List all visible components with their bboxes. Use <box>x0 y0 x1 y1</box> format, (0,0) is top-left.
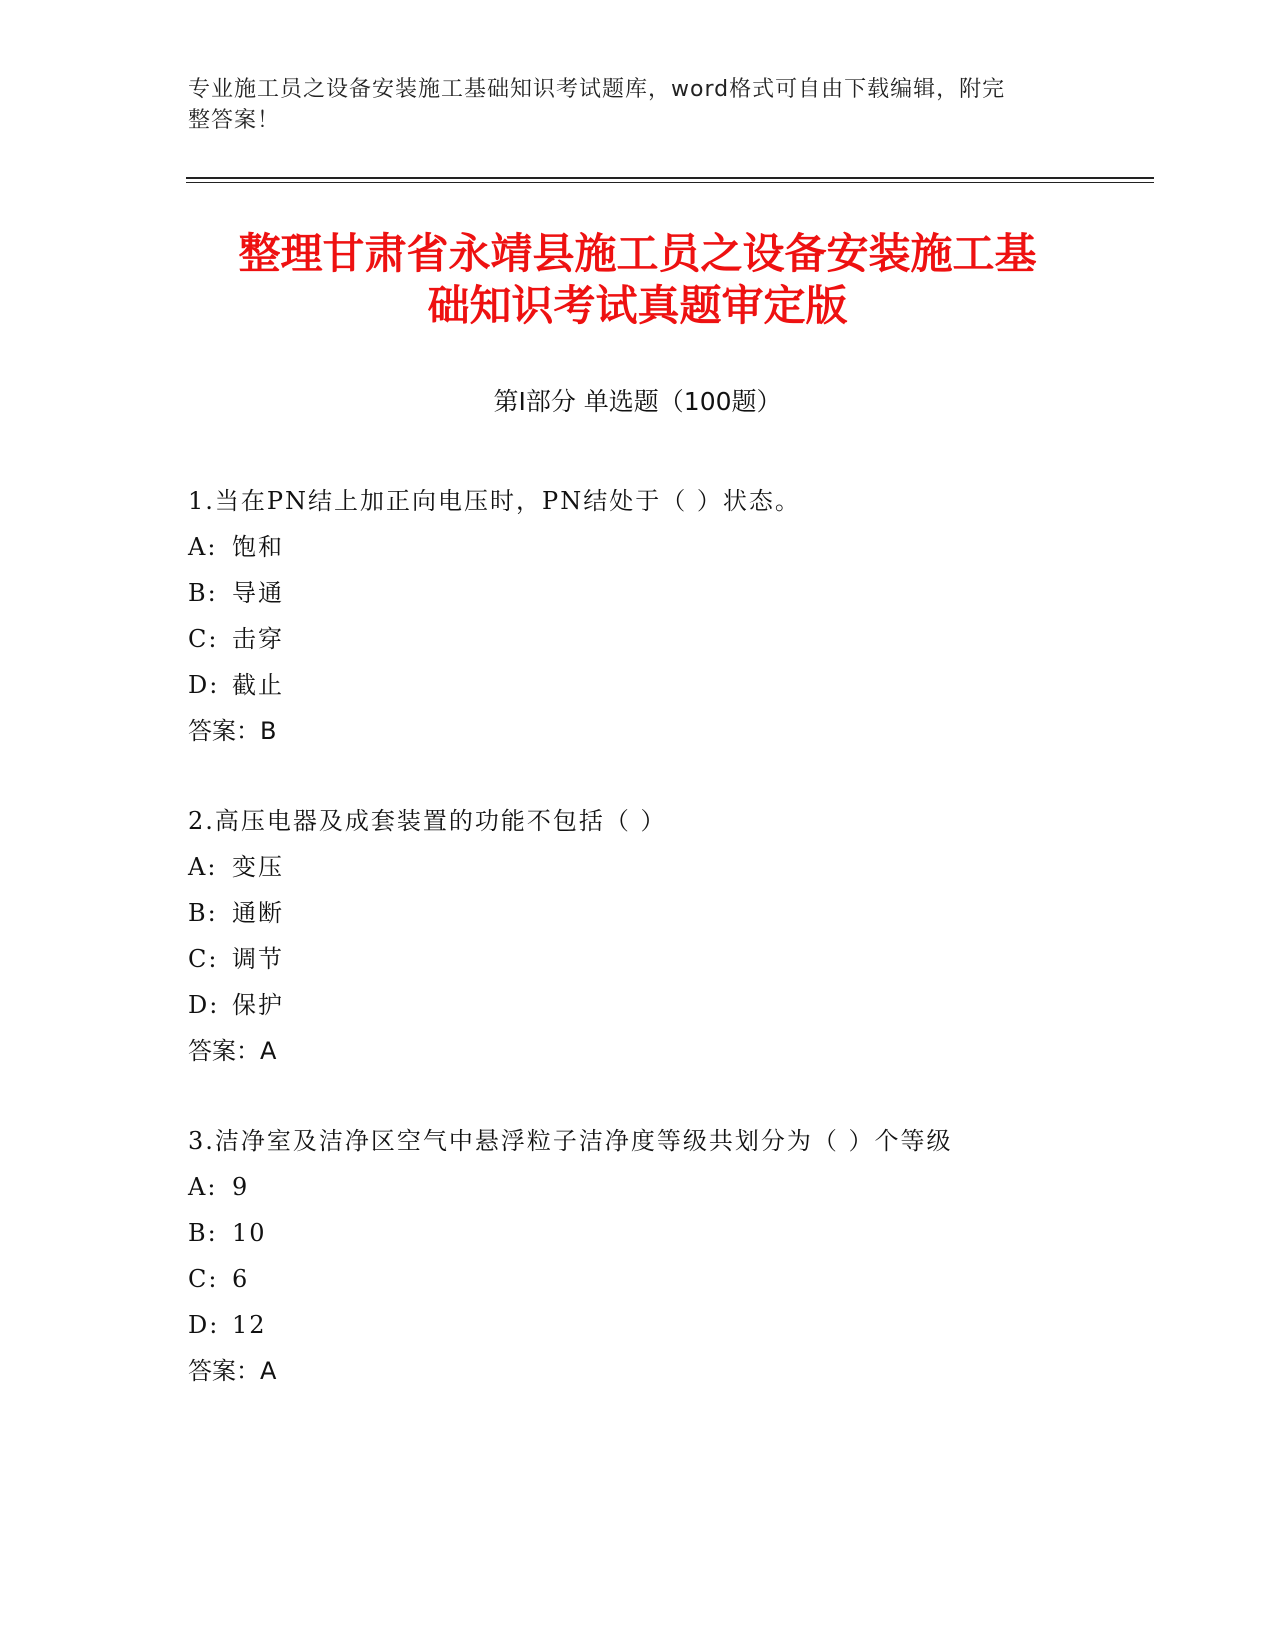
header-divider-thin <box>186 182 1154 183</box>
option-text: 通断 <box>232 899 284 927</box>
question-stem: 2.高压电器及成套装置的功能不包括（ ） <box>188 807 667 835</box>
header-note-line-1: 专业施工员之设备安装施工基础知识考试题库，word格式可自由下载编辑，附完 <box>188 77 1006 102</box>
option-c <box>188 616 1088 662</box>
option-text: 截止 <box>232 671 284 699</box>
option-d <box>188 982 1088 1028</box>
option-text: 饱和 <box>232 533 284 561</box>
option-c <box>188 1256 1088 1302</box>
answer: 答案：A <box>188 1357 277 1385</box>
option-letter: D: <box>188 991 220 1019</box>
option-letter: B: <box>188 579 218 607</box>
option-b <box>188 890 1088 936</box>
option-text: 击穿 <box>232 625 284 653</box>
document-title <box>150 228 1125 332</box>
option-c <box>188 936 1088 982</box>
option-letter: D: <box>188 1311 220 1339</box>
option-letter: B: <box>188 1219 218 1247</box>
option-letter: C: <box>188 945 219 973</box>
answer: 答案：A <box>188 1037 277 1065</box>
header-divider-thick <box>186 177 1154 179</box>
option-letter: A: <box>188 853 218 881</box>
option-b <box>188 570 1088 616</box>
option-text: 6 <box>232 1265 250 1293</box>
option-b <box>188 1210 1088 1256</box>
question-stem: 1.当在PN结上加正向电压时，PN结处于（ ）状态。 <box>188 487 801 515</box>
option-a <box>188 1164 1088 1210</box>
option-text: 9 <box>232 1173 250 1201</box>
question-3 <box>188 1118 1088 1394</box>
option-a <box>188 524 1088 570</box>
question-2 <box>188 798 1088 1074</box>
option-text: 12 <box>232 1311 267 1339</box>
option-letter: A: <box>188 533 218 561</box>
option-a <box>188 844 1088 890</box>
option-letter: C: <box>188 1265 219 1293</box>
option-text: 保护 <box>232 991 284 1019</box>
option-text: 导通 <box>232 579 284 607</box>
option-d <box>188 662 1088 708</box>
question-stem: 3.洁净室及洁净区空气中悬浮粒子洁净度等级共划分为（ ）个等级 <box>188 1127 953 1155</box>
header-note-line-2: 整答案！ <box>188 108 281 133</box>
question-1 <box>188 478 1088 754</box>
option-letter: B: <box>188 899 218 927</box>
option-text: 变压 <box>232 853 284 881</box>
header-note <box>188 74 1068 136</box>
section-title: 第Ⅰ部分 单选题（100题） <box>493 387 782 416</box>
document-title-line-2: 础知识考试真题审定版 <box>427 281 848 330</box>
answer: 答案：B <box>188 717 277 745</box>
document-title-line-1: 整理甘肃省永靖县施工员之设备安装施工基 <box>238 229 1037 278</box>
option-letter: A: <box>188 1173 218 1201</box>
question-list <box>188 478 1088 1438</box>
option-letter: D: <box>188 671 220 699</box>
option-text: 调节 <box>232 945 284 973</box>
option-text: 10 <box>232 1219 267 1247</box>
option-letter: C: <box>188 625 219 653</box>
option-d <box>188 1302 1088 1348</box>
